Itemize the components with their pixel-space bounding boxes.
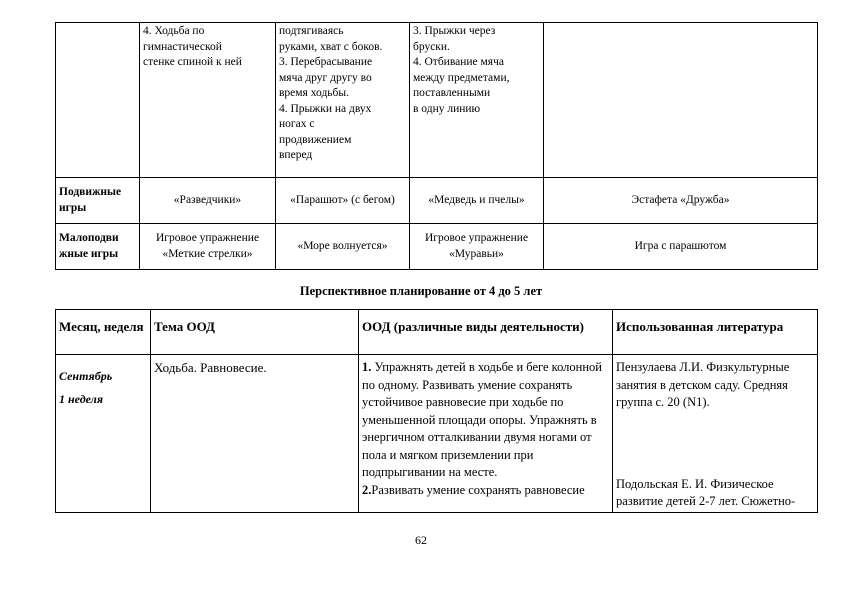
header-row — [56, 310, 818, 355]
header-ood: ООД (различные виды деятельности) — [359, 310, 613, 355]
top-activities-table — [55, 22, 818, 270]
header-literature: Использованная литература — [613, 310, 818, 355]
header-theme: Тема ООД — [151, 310, 359, 355]
row1-cell-4: 3. Прыжки через бруски. 4. Отбивание мяча между предметами, поставленными в одну линию — [410, 23, 544, 178]
row2-cell-3: «Парашют» (с бегом) — [276, 178, 410, 224]
outdoor-games-label: Подвижные игры — [56, 178, 140, 224]
row2-cell-5: Эстафета «Дружба» — [544, 178, 818, 224]
planning-table — [55, 309, 818, 513]
row1-cell-1 — [56, 23, 140, 178]
row3-cell-4: Игровое упражнение «Муравьи» — [410, 224, 544, 270]
section-title: Перспективное планирование от 4 до 5 лет — [299, 284, 543, 298]
week-label: 1 неделя — [59, 392, 104, 406]
theme-cell: Ходьба. Равновесие. — [151, 355, 359, 513]
month-label: Сентябрь — [59, 369, 113, 383]
header-month-week: Месяц, неделя — [56, 310, 151, 355]
row3-cell-3: «Море волнуется» — [276, 224, 410, 270]
row2-cell-2: «Разведчики» — [140, 178, 276, 224]
table-row — [56, 224, 818, 270]
row1-cell-3: подтягиваясь руками, хват с боков. 3. Перебрасывание мяча друг другу во время ходьбы. 4. Прыжки на двух ногах с продвижением вперед — [276, 23, 410, 178]
table-row — [56, 178, 818, 224]
literature-cell — [613, 355, 818, 513]
table-row — [56, 355, 818, 513]
literature-item: Пензулаева Л.И. Физкультурные занятия в детском саду. Средняя группа с. 20 (N1). — [616, 360, 790, 409]
table-row — [56, 23, 818, 178]
row3-cell-2: Игровое упражнение «Меткие стрелки» — [140, 224, 276, 270]
literature-item: Подольская Е. И. Физическое развитие детей 2-7 лет. Сюжетно- — [616, 476, 796, 508]
row1-cell-5 — [544, 23, 818, 178]
low-mobility-games-label: Малоподви жные игры — [56, 224, 140, 270]
month-week-cell — [56, 355, 151, 513]
row3-cell-5: Игра с парашютом — [544, 224, 818, 270]
row1-cell-2: 4. Ходьба по гимнастической стенке спиной к ней — [140, 23, 276, 178]
ood-cell: 1. Упражнять детей в ходьбе и беге колонной по одному. Развивать умение сохранять устойчивое равновесие при ходьбе по уменьшенной площади опоры. Упражнять в энергичном отталкивании двумя ногами от пола и мягком приземлении при подпрыгивании на месте. 2.Развивать умение сохранять равновесие — [359, 355, 613, 513]
row2-cell-4: «Медведь и пчелы» — [410, 178, 544, 224]
page-number: 62 — [415, 533, 427, 547]
